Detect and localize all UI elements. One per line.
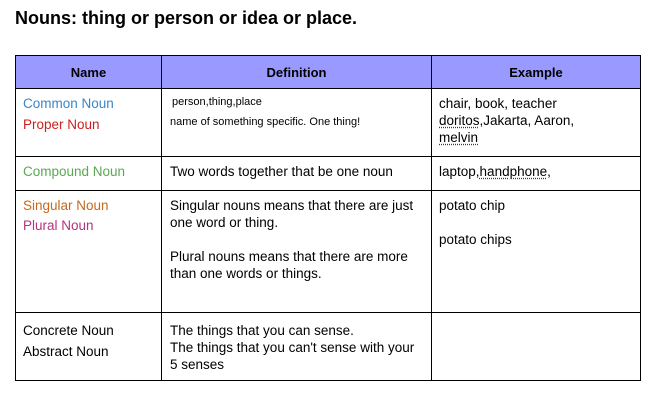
definition-cell bbox=[162, 157, 432, 191]
table-row bbox=[16, 313, 641, 381]
abstract-noun-definition: The things that you can't sense with your 5 senses bbox=[170, 340, 415, 372]
example-text: ,Jakarta, Aaron, bbox=[479, 113, 575, 128]
example-text: , bbox=[547, 164, 551, 179]
header-name: Name bbox=[16, 56, 162, 89]
misspelled-word: handphone bbox=[479, 164, 548, 179]
misspelled-word: doritos bbox=[439, 113, 480, 128]
singular-noun-example: potato chip bbox=[439, 198, 506, 213]
table-row bbox=[16, 89, 641, 157]
compound-noun-example bbox=[439, 163, 633, 180]
proper-noun-definition: name of something specific. One thing! bbox=[170, 116, 361, 128]
plural-noun-example: potato chips bbox=[439, 232, 512, 247]
table-row bbox=[16, 191, 641, 313]
definition-cell bbox=[162, 89, 432, 157]
misspelled-word: melvin bbox=[439, 130, 479, 145]
plural-noun-definition: Plural nouns means that there are more than one words or things. bbox=[170, 249, 408, 281]
table-row bbox=[16, 157, 641, 191]
example-cell bbox=[432, 157, 641, 191]
header-definition: Definition bbox=[162, 56, 432, 89]
nouns-table bbox=[15, 55, 641, 381]
abstract-noun-label: Abstract Noun bbox=[23, 344, 109, 359]
definition-cell bbox=[162, 191, 432, 313]
proper-noun-example bbox=[439, 112, 633, 129]
common-noun-label: Common Noun bbox=[23, 96, 114, 111]
example-cell bbox=[432, 89, 641, 157]
name-cell bbox=[16, 313, 162, 381]
plural-noun-label: Plural Noun bbox=[23, 218, 94, 233]
header-example: Example bbox=[432, 56, 641, 89]
common-noun-example: chair, book, teacher bbox=[439, 96, 557, 111]
name-cell bbox=[16, 89, 162, 157]
proper-noun-label: Proper Noun bbox=[23, 117, 100, 132]
common-noun-definition: person,thing,place bbox=[172, 96, 262, 108]
page-title: Nouns: thing or person or idea or place. bbox=[15, 8, 358, 28]
compound-noun-label: Compound Noun bbox=[23, 164, 126, 179]
singular-noun-label: Singular Noun bbox=[23, 198, 109, 213]
example-text: laptop, bbox=[439, 164, 480, 179]
name-cell bbox=[16, 157, 162, 191]
definition-cell bbox=[162, 313, 432, 381]
singular-noun-definition: Singular nouns means that there are just one word or thing. bbox=[170, 198, 414, 230]
example-cell bbox=[432, 191, 641, 313]
concrete-noun-label: Concrete Noun bbox=[23, 323, 114, 338]
name-cell bbox=[16, 191, 162, 313]
example-cell bbox=[432, 313, 641, 381]
header-row bbox=[16, 56, 641, 89]
compound-noun-definition: Two words together that be one noun bbox=[170, 164, 393, 179]
concrete-noun-definition: The things that you can sense. bbox=[170, 323, 354, 338]
